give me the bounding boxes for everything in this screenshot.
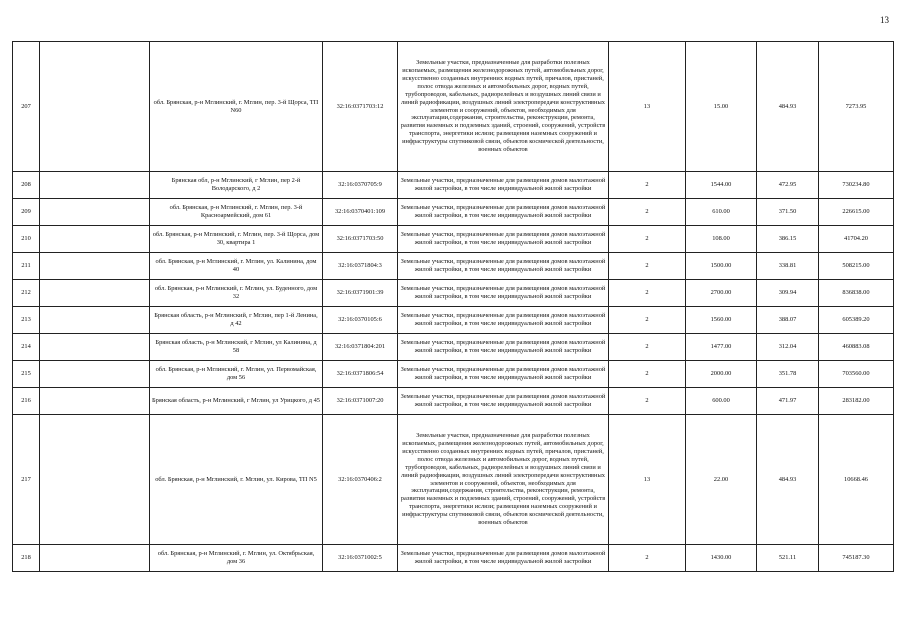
table-row — [13, 42, 894, 172]
cadastral-number-cell: 32:16:0371002:5 — [323, 545, 398, 572]
purpose-cell: Земельные участки, предназначенные для размещения домов малоэтажной жилой застройки, в том числе индивидуальной жилой застройки — [398, 307, 609, 334]
area-cell: 108.00 — [686, 226, 757, 253]
row-number-cell: 208 — [13, 172, 40, 199]
table-row — [13, 388, 894, 415]
rate-cell: 371.50 — [757, 199, 819, 226]
cadastral-value-cell: 730234.80 — [819, 172, 894, 199]
address-cell: Брянская область, р-н Мглинский, г Мглин, ул Урицкого, д 45 — [150, 388, 323, 415]
address-cell: обл. Брянская, р-н Мглинский, г. Мглин, пер. 3-й Щорса, ТП N60 — [150, 42, 323, 172]
group-code-cell: 2 — [609, 253, 686, 280]
cadastral-number-cell: 32:16:0370705:9 — [323, 172, 398, 199]
area-cell: 600.00 — [686, 388, 757, 415]
area-cell: 1477.00 — [686, 334, 757, 361]
empty-cell — [40, 199, 150, 226]
row-number-cell: 211 — [13, 253, 40, 280]
cadastral-number-cell: 32:16:0371703:50 — [323, 226, 398, 253]
purpose-cell: Земельные участки, предназначенные для разработки полезных ископаемых, размещения железнодорожных путей, автомобильных дорог, искусственно созданных внутренних водных путей, причалов, пристаней, полос отвода железных и автомобильных дорог, водных путей, трубопроводов, кабельных, радиорелейных и воздушных линий связи и линий радиофикации, воздушных линий электропередачи конструктивных элементов и сооружений, объектов, необходимых для эксплуатации,содержания, строительства, реконструкции, ремонта, развития наземных и подземных зданий, строений, сооружений, устройств транспорта, энергетики ислязи; размещения наземных сооружений и инфраструктуры спутниковой связи, объектов космической деятельности, военных объектов — [398, 415, 609, 545]
area-cell: 22.00 — [686, 415, 757, 545]
empty-cell — [40, 334, 150, 361]
address-cell: обл. Брянская, р-н Мглинский, г. Мглин, ул. Октябрьская, дом 36 — [150, 545, 323, 572]
rate-cell: 484.93 — [757, 415, 819, 545]
cadastral-value-cell: 41704.20 — [819, 226, 894, 253]
group-code-cell: 2 — [609, 361, 686, 388]
cadastral-number-cell: 32:16:0371806:54 — [323, 361, 398, 388]
cadastral-value-cell: 7273.95 — [819, 42, 894, 172]
area-cell: 1430.00 — [686, 545, 757, 572]
row-number-cell: 215 — [13, 361, 40, 388]
group-code-cell: 2 — [609, 334, 686, 361]
row-number-cell: 209 — [13, 199, 40, 226]
address-cell: обл. Брянская, р-н Мглинский, г. Мглин, ул. Калинина, дом 40 — [150, 253, 323, 280]
purpose-cell: Земельные участки, предназначенные для размещения домов малоэтажной жилой застройки, в том числе индивидуальной жилой застройки — [398, 545, 609, 572]
cadastral-value-cell: 283182.00 — [819, 388, 894, 415]
group-code-cell: 2 — [609, 226, 686, 253]
purpose-cell: Земельные участки, предназначенные для размещения домов малоэтажной жилой застройки, в том числе индивидуальной жилой застройки — [398, 361, 609, 388]
empty-cell — [40, 361, 150, 388]
table-row — [13, 307, 894, 334]
row-number-cell: 214 — [13, 334, 40, 361]
cadastral-number-cell: 32:16:0371804:3 — [323, 253, 398, 280]
table-row — [13, 415, 894, 545]
cadastral-value-cell: 460883.08 — [819, 334, 894, 361]
empty-cell — [40, 545, 150, 572]
cadastral-number-cell: 32:16:0370105:6 — [323, 307, 398, 334]
purpose-cell: Земельные участки, предназначенные для размещения домов малоэтажной жилой застройки, в том числе индивидуальной жилой застройки — [398, 388, 609, 415]
cadastral-number-cell: 32:16:0371703:12 — [323, 42, 398, 172]
cadastral-value-cell: 226615.00 — [819, 199, 894, 226]
table-body — [13, 42, 894, 572]
cadastral-value-cell: 10668.46 — [819, 415, 894, 545]
area-cell: 1544.00 — [686, 172, 757, 199]
rate-cell: 471.97 — [757, 388, 819, 415]
table-row — [13, 199, 894, 226]
area-cell: 2000.00 — [686, 361, 757, 388]
rate-cell: 338.81 — [757, 253, 819, 280]
rate-cell: 351.78 — [757, 361, 819, 388]
empty-cell — [40, 42, 150, 172]
purpose-cell: Земельные участки, предназначенные для размещения домов малоэтажной жилой застройки, в том числе индивидуальной жилой застройки — [398, 334, 609, 361]
purpose-cell: Земельные участки, предназначенные для размещения домов малоэтажной жилой застройки, в том числе индивидуальной жилой застройки — [398, 280, 609, 307]
group-code-cell: 2 — [609, 545, 686, 572]
area-cell: 2700.00 — [686, 280, 757, 307]
group-code-cell: 13 — [609, 42, 686, 172]
cadastral-number-cell: 32:16:0371007:20 — [323, 388, 398, 415]
row-number-cell: 207 — [13, 42, 40, 172]
area-cell: 1500.00 — [686, 253, 757, 280]
rate-cell: 521.11 — [757, 545, 819, 572]
purpose-cell: Земельные участки, предназначенные для размещения домов малоэтажной жилой застройки, в том числе индивидуальной жилой застройки — [398, 226, 609, 253]
address-cell: обл. Брянская, р-н Мглинский, г. Мглин, ул. Буденного, дом 32 — [150, 280, 323, 307]
rate-cell: 312.04 — [757, 334, 819, 361]
area-cell: 610.00 — [686, 199, 757, 226]
cadastral-number-cell: 32:16:0370406:2 — [323, 415, 398, 545]
rate-cell: 386.15 — [757, 226, 819, 253]
table-row — [13, 172, 894, 199]
purpose-cell: Земельные участки, предназначенные для размещения домов малоэтажной жилой застройки, в том числе индивидуальной жилой застройки — [398, 172, 609, 199]
empty-cell — [40, 226, 150, 253]
group-code-cell: 2 — [609, 280, 686, 307]
purpose-cell: Земельные участки, предназначенные для размещения домов малоэтажной жилой застройки, в том числе индивидуальной жилой застройки — [398, 199, 609, 226]
address-cell: обл. Брянская, р-н Мглинский, г. Мглин, ул. Первомайская, дом 56 — [150, 361, 323, 388]
empty-cell — [40, 388, 150, 415]
group-code-cell: 2 — [609, 172, 686, 199]
group-code-cell: 2 — [609, 388, 686, 415]
address-cell: Брянская обл, р-н Мглинский, г Мглин, пер 2-й Володарского, д 2 — [150, 172, 323, 199]
cadastral-value-cell: 703560.00 — [819, 361, 894, 388]
table-row — [13, 280, 894, 307]
row-number-cell: 210 — [13, 226, 40, 253]
rate-cell: 484.93 — [757, 42, 819, 172]
cadastral-value-cell: 605389.20 — [819, 307, 894, 334]
page-number: 13 — [880, 15, 889, 25]
cadastral-number-cell: 32:16:0371901:39 — [323, 280, 398, 307]
cadastral-value-cell: 836838.00 — [819, 280, 894, 307]
group-code-cell: 2 — [609, 307, 686, 334]
table-row — [13, 361, 894, 388]
empty-cell — [40, 307, 150, 334]
table-row — [13, 253, 894, 280]
rate-cell: 388.07 — [757, 307, 819, 334]
group-code-cell: 13 — [609, 415, 686, 545]
group-code-cell: 2 — [609, 199, 686, 226]
empty-cell — [40, 280, 150, 307]
cadastral-value-cell: 745187.30 — [819, 545, 894, 572]
area-cell: 1560.00 — [686, 307, 757, 334]
rate-cell: 309.94 — [757, 280, 819, 307]
table-row — [13, 226, 894, 253]
address-cell: обл. Брянская, р-н Мглинский, г. Мглин, пер. 3-й Красноармейский, дом 61 — [150, 199, 323, 226]
empty-cell — [40, 253, 150, 280]
table-row — [13, 545, 894, 572]
row-number-cell: 218 — [13, 545, 40, 572]
cadastral-value-cell: 508215.00 — [819, 253, 894, 280]
row-number-cell: 212 — [13, 280, 40, 307]
cadastral-number-cell: 32:16:0370401:109 — [323, 199, 398, 226]
empty-cell — [40, 415, 150, 545]
cadastral-number-cell: 32:16:0371804:201 — [323, 334, 398, 361]
rate-cell: 472.95 — [757, 172, 819, 199]
land-plots-table — [12, 41, 894, 572]
row-number-cell: 217 — [13, 415, 40, 545]
table-row — [13, 334, 894, 361]
empty-cell — [40, 172, 150, 199]
row-number-cell: 216 — [13, 388, 40, 415]
purpose-cell: Земельные участки, предназначенные для размещения домов малоэтажной жилой застройки, в том числе индивидуальной жилой застройки — [398, 253, 609, 280]
row-number-cell: 213 — [13, 307, 40, 334]
purpose-cell: Земельные участки, предназначенные для разработки полезных ископаемых, размещения железнодорожных путей, автомобильных дорог, искусственно созданных внутренних водных путей, причалов, пристаней, полос отвода железных и автомобильных дорог, водных путей, трубопроводов, кабельных, радиорелейных и воздушных линий связи и линий радиофикации, воздушных линий электропередачи конструктивных элементов и сооружений, объектов, необходимых для эксплуатации,содержания, строительства, реконструкции, ремонта, развития наземных и подземных зданий, строений, сооружений, устройств транспорта, энергетики ислязи; размещения наземных сооружений и инфраструктуры спутниковой связи, объектов космической деятельности, военных объектов — [398, 42, 609, 172]
address-cell: Брянская область, р-н Мглинский, г Мглин, ул Калинина, д 58 — [150, 334, 323, 361]
address-cell: обл. Брянская, р-н Мглинский, г. Мглин, пер. 3-й Щорса, дом 30, квартира 1 — [150, 226, 323, 253]
address-cell: Брянская область, р-н Мглинский, г Мглин, пер 1-й Ленина, д 42 — [150, 307, 323, 334]
address-cell: обл. Брянская, р-н Мглинский, г. Мглин, ул. Кирова, ТП N5 — [150, 415, 323, 545]
area-cell: 15.00 — [686, 42, 757, 172]
